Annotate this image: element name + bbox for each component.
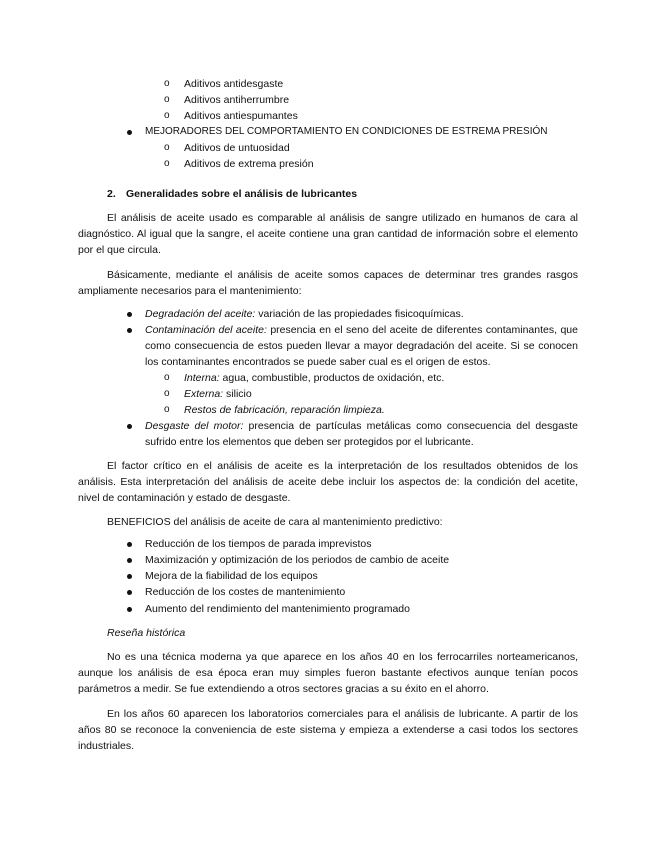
paragraph-line: años 80 se reconoce la conveniencia de este sistema y empieza a extenderse a casi todos los sectores [78,724,578,736]
term-text: silicio [223,388,252,400]
circle-bullet-icon: o [164,372,170,383]
list-item: Mejora de la fiabilidad de los equipos [145,570,318,582]
list-item [145,324,578,336]
bullet-icon [127,312,132,317]
paragraph-line: El análisis de aceite usado es comparable al análisis de sangre utilizado en humanos de cara al [107,212,578,224]
bullet-icon [127,424,132,429]
term-label: Contaminación del aceite: [145,324,267,336]
paragraph-line: por el que circula. [78,244,161,256]
paragraph-line: diagnóstico. Al igual que la sangre, el aceite contiene una gran cantidad de información sobre el elemento [78,228,578,240]
bullet-icon [127,328,132,333]
paragraph-line: análisis. Esta interpretación del análisis de aceite debe incluir los aspectos de: la condición del acetite, [78,476,578,488]
list-item [145,420,578,432]
list-item-continuation: los contaminantes encontrados se puede saber cual es el origen de estos. [145,356,491,368]
bullet-icon [127,130,132,135]
bullet-icon [127,542,132,547]
bullet-icon [127,574,132,579]
list-item [184,388,252,400]
list-item: Restos de fabricación, reparación limpieza. [184,404,385,416]
circle-bullet-icon: o [164,142,170,153]
circle-bullet-icon: o [164,388,170,399]
list-item: Aditivos antiherrumbre [184,94,290,106]
list-item [145,308,464,320]
paragraph-line: En los años 60 aparecen los laboratorios comerciales para el análisis de lubricante. A partir de los [107,708,578,720]
list-item: Aditivos antiespumantes [184,110,298,122]
list-item-continuation: sufrido entre los elementos que deben ser protegidos por el lubricante. [145,436,474,448]
paragraph-line: aunque los análisis de esa época eran muy simples fueron bastante efectivos aunque tenían pocos [78,667,578,679]
list-item [184,372,444,384]
paragraph-line: Básicamente, mediante el análisis de aceite somos capaces de determinar tres grandes rasgos [107,269,578,281]
list-item: Maximización y optimización de los periodos de cambio de aceite [145,554,450,566]
paragraph-line: nivel de contaminación y estado de desgaste. [78,492,291,504]
term-label: Externa: [184,388,224,400]
beneficios-intro: BENEFICIOS del análisis de aceite de cara al mantenimiento predictivo: [107,516,443,528]
list-item: Reducción de los costes de mantenimiento [145,586,346,598]
list-item: Aditivos de extrema presión [184,158,314,170]
circle-bullet-icon: o [164,404,170,415]
circle-bullet-icon: o [164,94,170,105]
paragraph-line: ampliamente necesarios para el mantenimiento: [78,285,302,297]
list-item: Aditivos antidesgaste [184,78,284,90]
term-text: variación de las propiedades fisicoquímicas. [255,308,464,320]
circle-bullet-icon: o [164,110,170,121]
paragraph-line: El factor crítico en el análisis de aceite es la interpretación de los resultados obtenidos de los [107,460,578,472]
paragraph-line: parámetros a medir. Se fue extendiendo a otros sectores gracias a su éxito en el ahorro. [78,683,489,695]
paragraph-line: No es una técnica moderna ya que aparece en los años 40 en los ferrocarriles norteamericanos, [107,651,578,663]
term-label: Degradación del aceite: [145,308,256,320]
term-text: presencia en el seno del aceite de diferentes contaminantes, que [266,324,578,336]
section-title: Generalidades sobre el análisis de lubricantes [126,188,358,200]
term-label: Interna: [184,372,220,384]
list-item-continuation: como consecuencia de estos pueden llevar a mayor degradación del aceite. Si se conocen [145,340,578,352]
term-label: Desgaste del motor: [145,420,244,432]
list-item: Aditivos de untuosidad [184,142,290,154]
list-item: Aumento del rendimiento del mantenimiento programado [145,603,410,615]
section-number: 2. [107,188,116,200]
circle-bullet-icon: o [164,78,170,89]
circle-bullet-icon: o [164,158,170,169]
list-item: Reducción de los tiempos de parada imprevistos [145,538,372,550]
paragraph-line: industriales. [78,740,135,752]
bullet-icon [127,590,132,595]
list-item: MEJORADORES DEL COMPORTAMIENTO EN CONDICIONES DE ESTREMA PRESIÓN [145,126,548,137]
bullet-icon [127,607,132,612]
term-text: presencia de partículas metálicas como consecuencia del desgaste [243,420,578,432]
subsection-title: Reseña histórica [107,627,186,639]
bullet-icon [127,558,132,563]
term-text: agua, combustible, productos de oxidación, etc. [219,372,445,384]
